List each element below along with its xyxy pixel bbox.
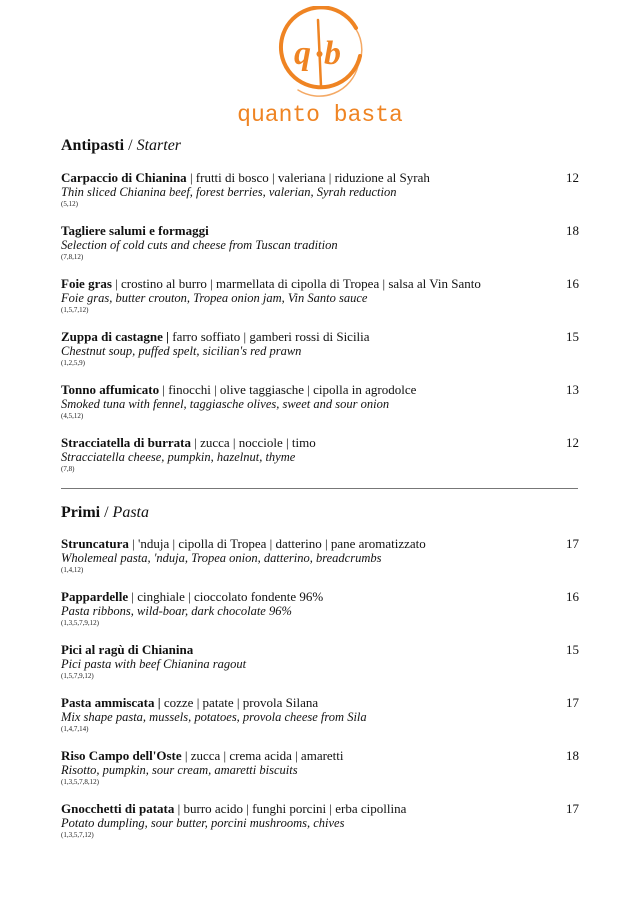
dish-name: Pici al ragù di Chianina (61, 642, 194, 657)
dish-description: Chestnut soup, puffed spelt, sicilian's red prawn (61, 344, 302, 358)
dish-allergens: (5,12) (61, 200, 78, 208)
dish-description: Wholemeal pasta, 'nduja, Tropea onion, datterino, breadcrumbs (61, 551, 382, 565)
dish-name: Stracciatella di burrata | zucca | nocciole | timo (61, 435, 316, 450)
dish-price: 15 (566, 329, 579, 344)
dish-price: 18 (566, 223, 579, 238)
dish-allergens: (7,8,12) (61, 253, 84, 261)
dish-allergens: (1,2,5,9) (61, 359, 85, 367)
menu-item (61, 329, 579, 382)
dish-name: Gnocchetti di patata | burro acido | funghi porcini | erba cipollina (61, 801, 407, 816)
dish-description: Foie gras, butter crouton, Tropea onion jam, Vin Santo sauce (61, 291, 368, 305)
dish-allergens: (1,3,5,7,12) (61, 831, 94, 839)
dish-price: 16 (566, 276, 579, 291)
dish-description: Pici pasta with beef Chianina ragout (61, 657, 247, 671)
dish-description: Thin sliced Chianina beef, forest berries, valerian, Syrah reduction (61, 185, 397, 199)
dish-price: 13 (566, 382, 579, 397)
dish-name: Zuppa di castagne | farro soffiato | gamberi rossi di Sicilia (61, 329, 370, 344)
section-divider (61, 488, 578, 489)
menu-item (61, 382, 579, 435)
dish-name: Struncatura | 'nduja | cipolla di Tropea | datterino | pane aromatizzato (61, 536, 426, 551)
dish-allergens: (1,4,12) (61, 566, 84, 574)
dish-price: 18 (566, 748, 579, 763)
dish-allergens: (7,8) (61, 465, 75, 473)
dish-price: 12 (566, 170, 579, 185)
dish-price: 17 (566, 695, 579, 710)
brand-name: quanto basta (237, 102, 403, 128)
dish-name: Foie gras | crostino al burro | marmellata di cipolla di Tropea | salsa al Vin Santo (61, 276, 481, 291)
dish-allergens: (1,3,5,7,8,12) (61, 778, 99, 786)
quanto-basta-logo-icon (268, 6, 372, 100)
menu-item (61, 748, 579, 801)
dish-description: Risotto, pumpkin, sour cream, amaretti biscuits (61, 763, 298, 777)
menu-item (61, 435, 579, 488)
dish-name: Tonno affumicato | finocchi | olive taggiasche | cipolla in agrodolce (61, 382, 417, 397)
dish-allergens: (1,5,7,9,12) (61, 672, 94, 680)
primi-list (61, 536, 579, 854)
menu-item (61, 223, 579, 276)
menu-item (61, 695, 579, 748)
dish-price: 15 (566, 642, 579, 657)
dish-price: 16 (566, 589, 579, 604)
menu-item (61, 276, 579, 329)
dish-name: Carpaccio di Chianina | frutti di bosco | valeriana | riduzione al Syrah (61, 170, 430, 185)
dish-price: 17 (566, 536, 579, 551)
menu-item (61, 170, 579, 223)
svg-text:b: b (324, 35, 341, 72)
dish-description: Potato dumpling, sour butter, porcini mushrooms, chives (61, 816, 345, 830)
dish-price: 12 (566, 435, 579, 450)
dish-allergens: (4,5,12) (61, 412, 84, 420)
menu-item (61, 801, 579, 854)
dish-allergens: (1,4,7,14) (61, 725, 89, 733)
dish-description: Stracciatella cheese, pumpkin, hazelnut, thyme (61, 450, 296, 464)
menu-item (61, 589, 579, 642)
dish-description: Mix shape pasta, mussels, potatoes, provola cheese from Sila (61, 710, 367, 724)
dish-description: Selection of cold cuts and cheese from Tuscan tradition (61, 238, 338, 252)
dish-allergens: (1,5,7,12) (61, 306, 89, 314)
dish-name: Riso Campo dell'Oste | zucca | crema acida | amaretti (61, 748, 344, 763)
menu-item (61, 642, 579, 695)
antipasti-list (61, 170, 579, 488)
svg-text:q: q (294, 35, 311, 72)
dish-name: Tagliere salumi e formaggi (61, 223, 209, 238)
menu-item (61, 536, 579, 589)
dish-price: 17 (566, 801, 579, 816)
dish-allergens: (1,3,5,7,9,12) (61, 619, 99, 627)
dish-name: Pasta ammiscata | cozze | patate | provola Silana (61, 695, 319, 710)
section-title-primi: Primi / Pasta (61, 504, 149, 521)
dish-description: Pasta ribbons, wild-boar, dark chocolate 96% (61, 604, 292, 618)
section-title-antipasti: Antipasti / Starter (61, 137, 182, 154)
dish-name: Pappardelle | cinghiale | cioccolato fondente 96% (61, 589, 324, 604)
dish-description: Smoked tuna with fennel, taggiasche olives, sweet and sour onion (61, 397, 390, 411)
